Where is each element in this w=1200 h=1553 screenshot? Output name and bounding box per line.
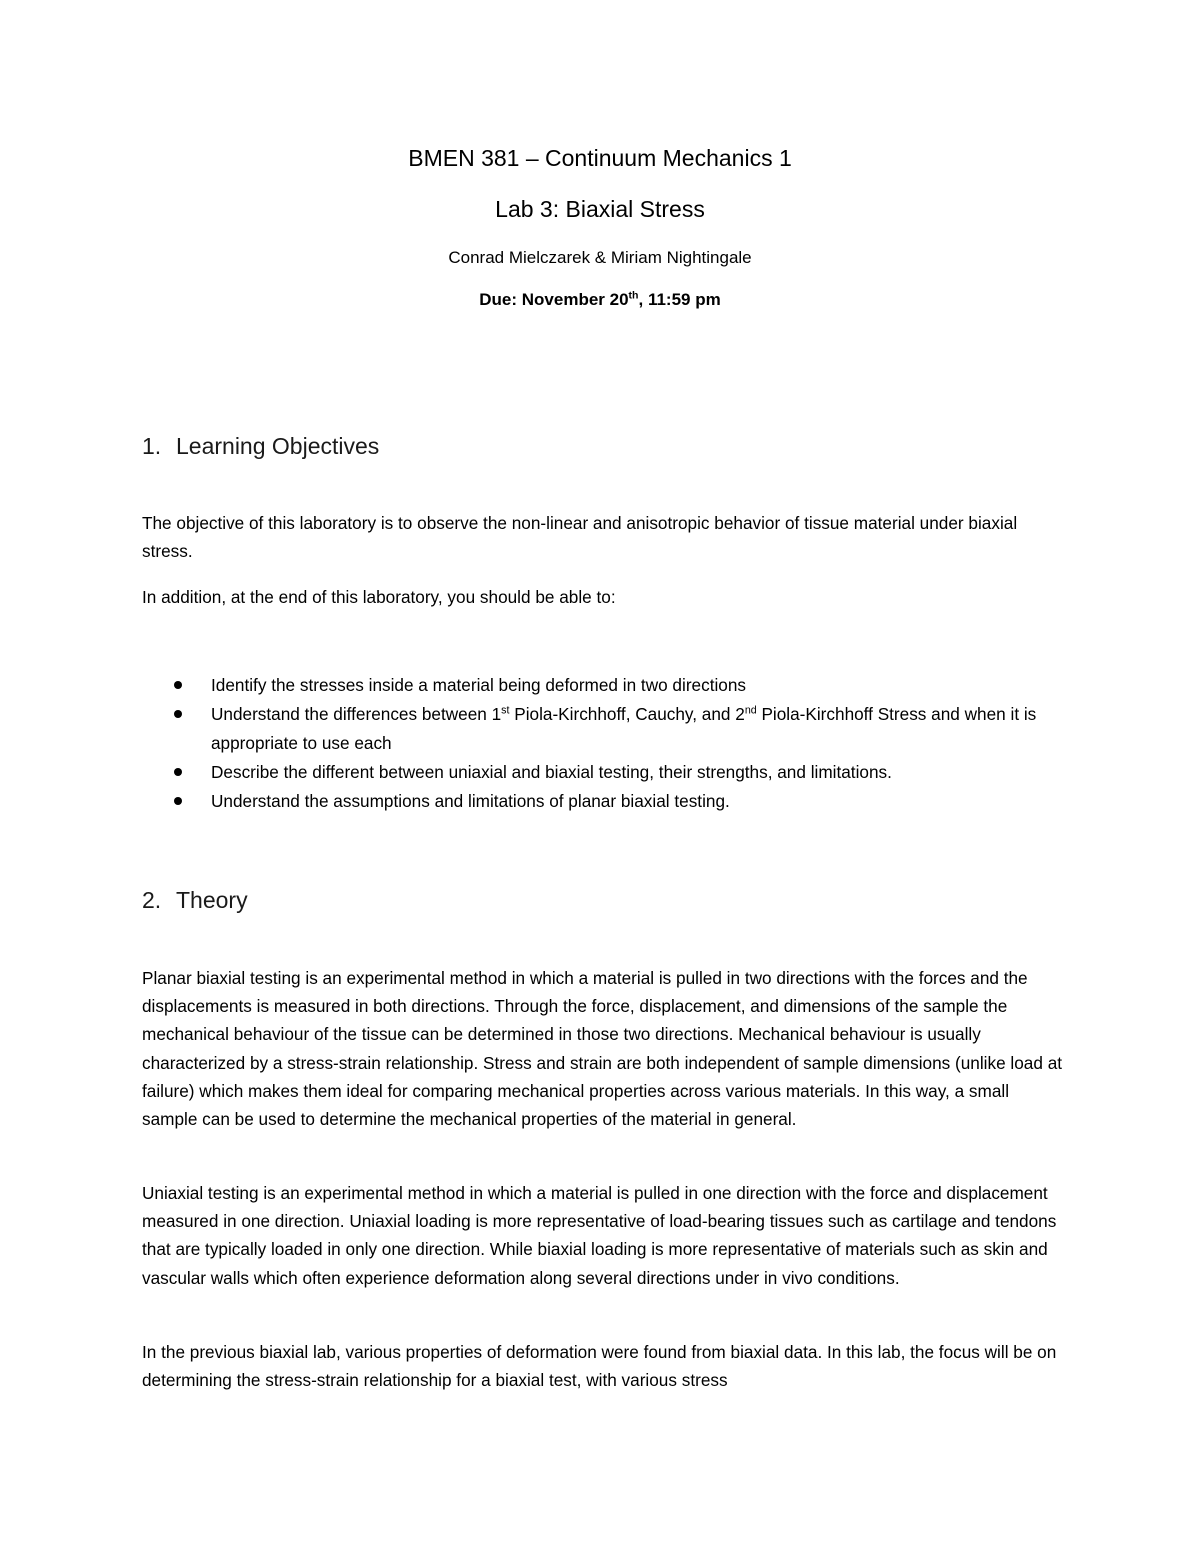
list-item-text: Understand the differences between 1 — [211, 704, 502, 724]
bullet-icon — [174, 710, 182, 718]
objective-paragraph: The objective of this laboratory is to observe the non-linear and anisotropic behavior of tissue material under biaxial stress. — [142, 513, 1018, 562]
lab-title: Lab 3: Biaxial Stress — [495, 196, 705, 222]
theory-paragraph-3: In the previous biaxial lab, various properties of deformation were found from biaxial data. In this lab, the focus will be on determining the stress-strain relationship for a biaxial test, with various stress — [142, 1342, 1057, 1391]
list-item-text: Piola-Kirchhoff Stress and when it is appropriate to use each — [211, 704, 1037, 753]
due-suffix: , 11:59 pm — [638, 290, 721, 309]
bullet-icon — [174, 768, 182, 776]
due-superscript: th — [628, 289, 639, 302]
list-item — [142, 787, 1067, 816]
due-date — [0, 290, 1200, 310]
section-heading-learning-objectives — [142, 433, 379, 460]
bullet-icon — [174, 797, 182, 805]
list-item — [142, 671, 1067, 700]
bullet-icon — [174, 681, 182, 689]
addition-paragraph: In addition, at the end of this laboratory, you should be able to: — [142, 587, 616, 607]
superscript: st — [501, 704, 510, 717]
list-item-text: Describe the different between uniaxial and biaxial testing, their strengths, and limitations. — [211, 762, 892, 782]
section-number: 1. — [142, 433, 162, 459]
theory-paragraph-1: Planar biaxial testing is an experimental method in which a material is pulled in two directions with the forces and the displacements is measured in both directions. Through the force, displacement, and dimensions of the sample the mechanical behaviour of the tissue can be determined in those two directions. Mechanical behaviour is usually characterized by a stress-strain relationship. Stress and strain are both independent of sample dimensions (unlike load at failure) which makes them ideal for comparing mechanical properties across various materials. In this way, a small sample can be used to determine the mechanical properties of the material in general. — [142, 968, 1063, 1130]
section-title: Theory — [176, 887, 248, 913]
section-title: Learning Objectives — [176, 433, 380, 459]
section-number: 2. — [142, 887, 162, 913]
section-heading-theory — [142, 887, 248, 914]
course-title: BMEN 381 – Continuum Mechanics 1 — [408, 145, 792, 171]
theory-paragraph-2: Uniaxial testing is an experimental method in which a material is pulled in one direction with the force and displacement measured in one direction. Uniaxial loading is more representative of load-bearing tissues such as cartilage and tendons that are typically loaded in only one direction. While biaxial loading is more representative of materials such as skin and vascular walls which often experience deformation along several directions under in vivo conditions. — [142, 1183, 1057, 1288]
list-item-text: Understand the assumptions and limitations of planar biaxial testing. — [211, 791, 730, 811]
list-item — [142, 700, 1067, 758]
due-prefix: Due: November 20 — [479, 290, 629, 309]
authors: Conrad Mielczarek & Miriam Nightingale — [448, 248, 752, 267]
superscript: nd — [744, 704, 757, 717]
objectives-list — [142, 671, 1067, 816]
list-item-text: Identify the stresses inside a material being deformed in two directions — [211, 675, 746, 695]
list-item-text: Piola-Kirchhoff, Cauchy, and 2 — [509, 704, 745, 724]
list-item — [142, 758, 1067, 787]
